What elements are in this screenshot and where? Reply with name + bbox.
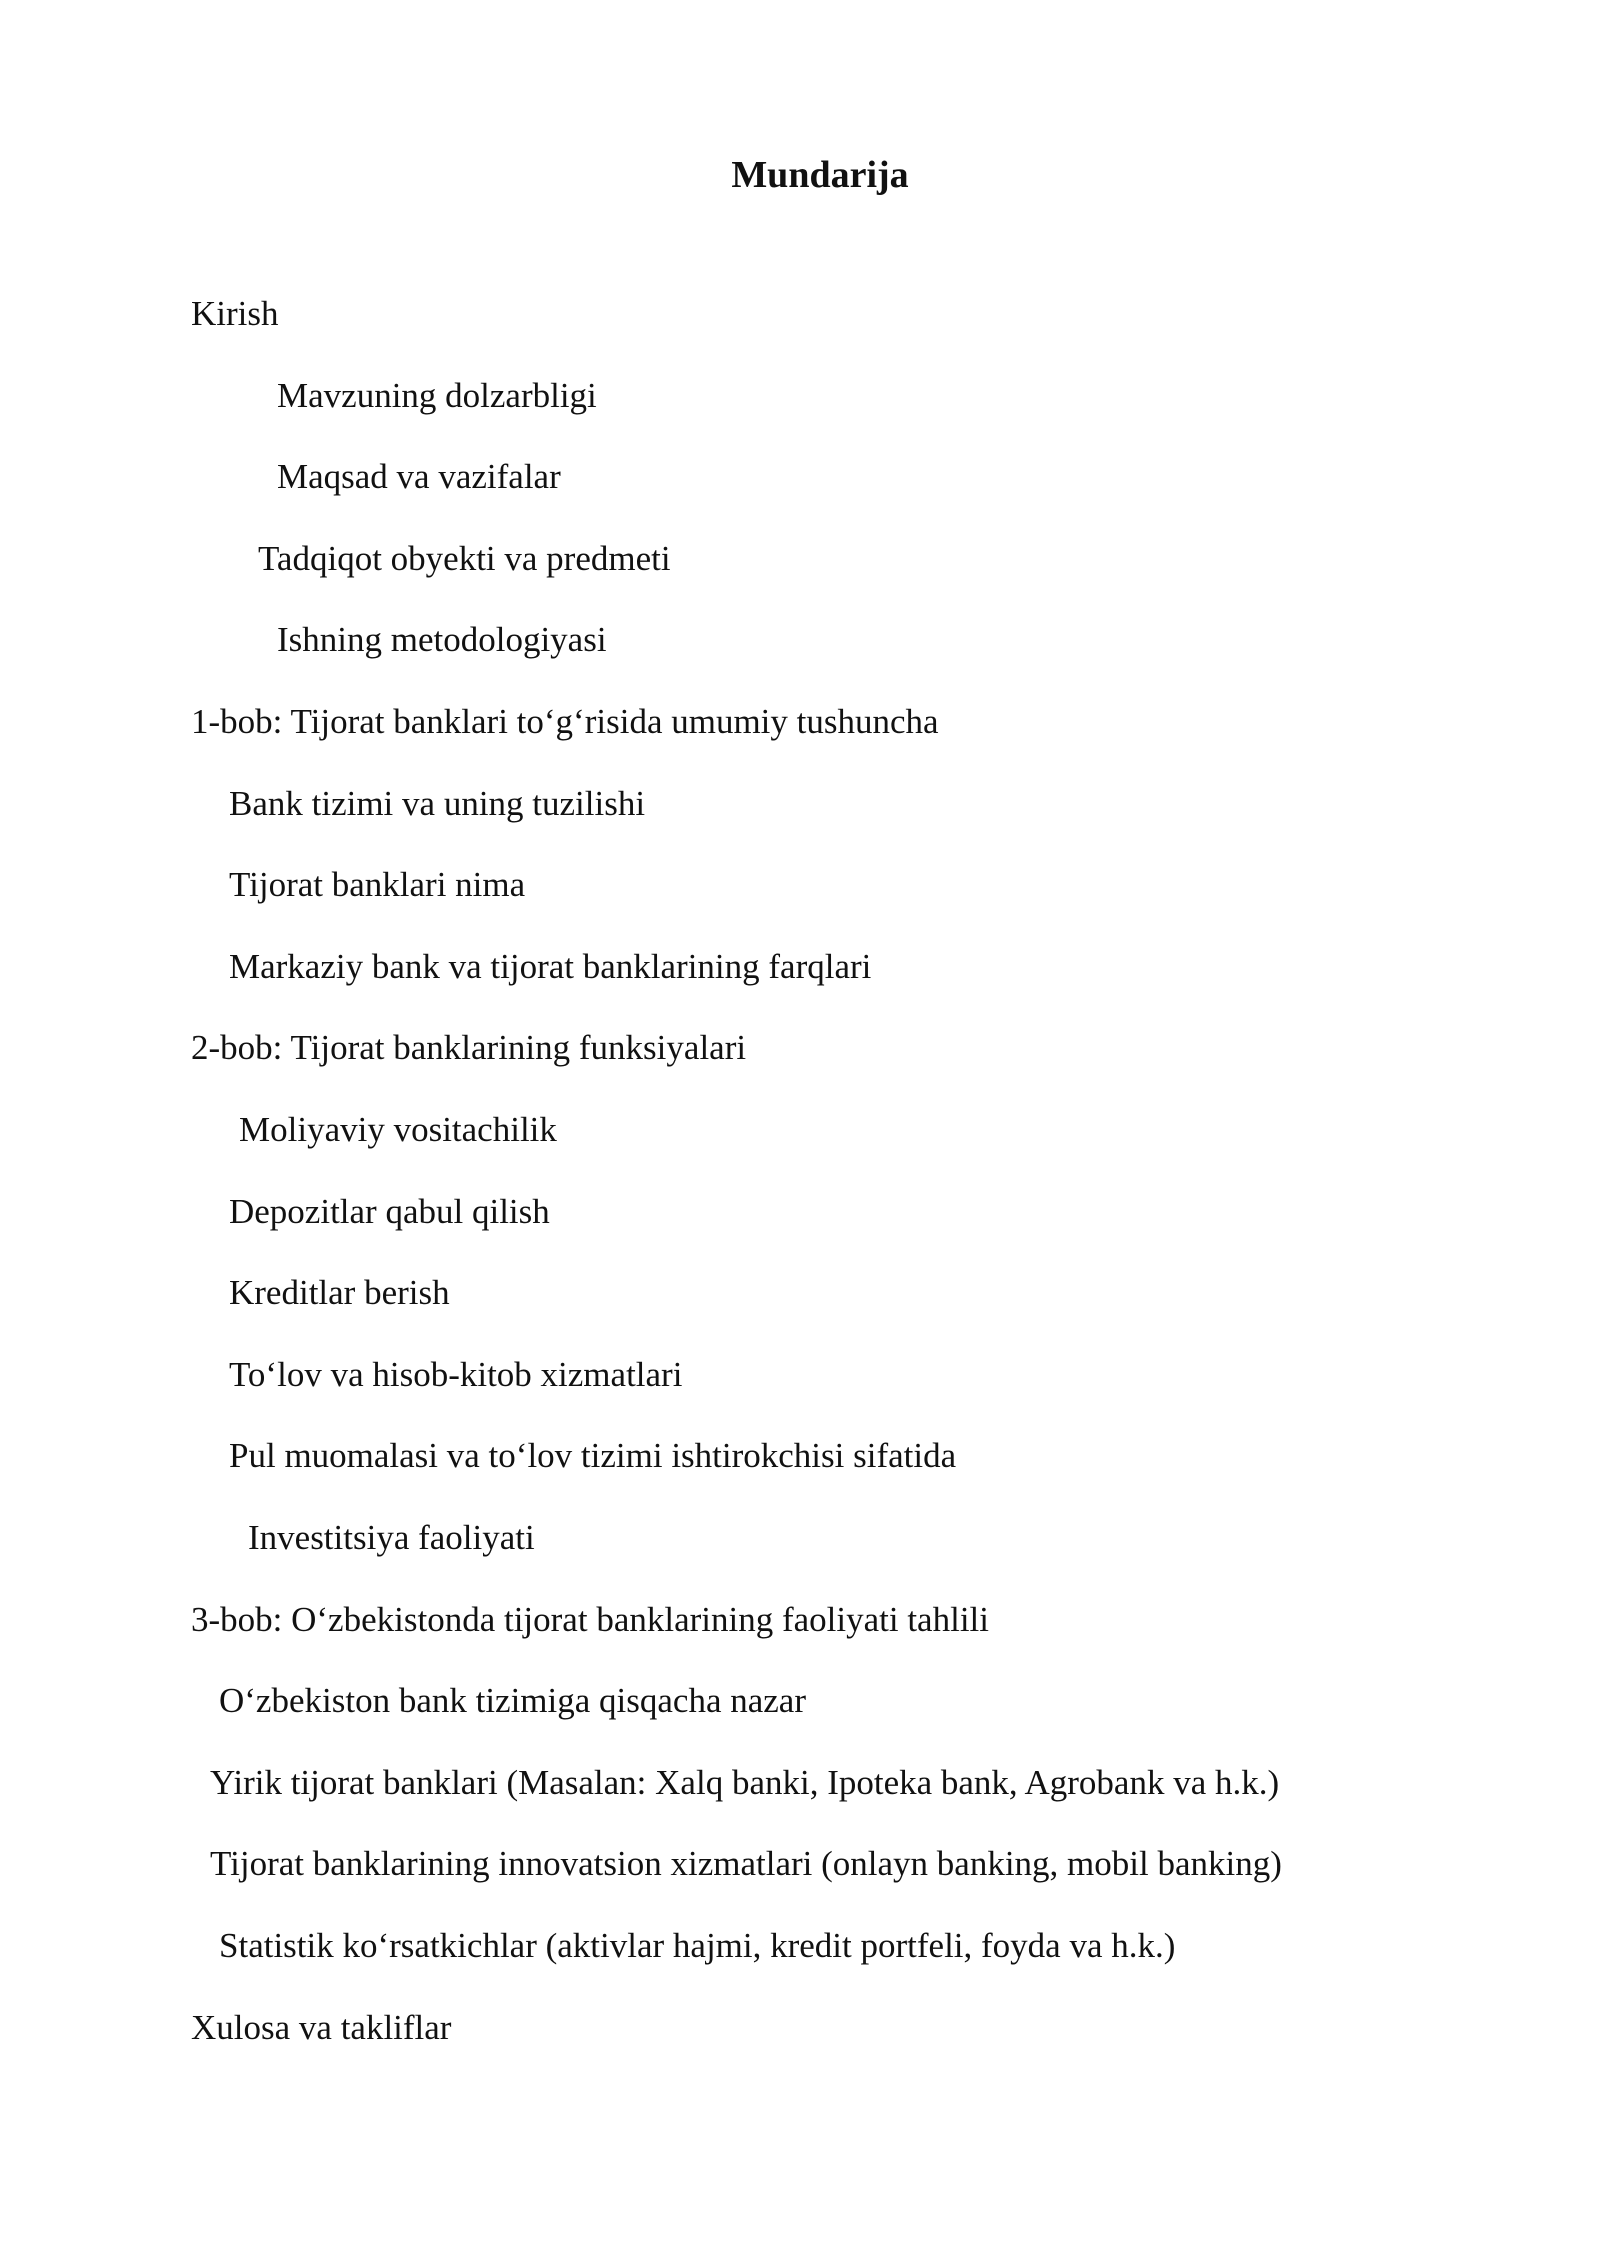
toc-entry-mavzuning-dolzarbligi: Mavzuning dolzarbligi — [277, 376, 597, 415]
toc-entry-yirik-banklar: Yirik tijorat banklari (Masalan: Xalq banki, Ipoteka bank, Agrobank va h.k.) — [210, 1763, 1280, 1802]
toc-entry-markaziy-bank: Markaziy bank va tijorat banklarining farqlari — [229, 947, 872, 986]
toc-entry-depozitlar: Depozitlar qabul qilish — [229, 1192, 550, 1231]
toc-entry-xulosa: Xulosa va takliflar — [191, 2008, 452, 2047]
toc-entry-tijorat-banklari-nima: Tijorat banklari nima — [229, 865, 526, 904]
toc-entry-chapter-3: 3-bob: O‘zbekistonda tijorat banklarining faoliyati tahlili — [191, 1600, 989, 1639]
toc-entry-kreditlar: Kreditlar berish — [229, 1273, 450, 1312]
toc-entry-tadqiqot-obyekti: Tadqiqot obyekti va predmeti — [258, 539, 671, 578]
toc-entry-ishning-metodologiyasi: Ishning metodologiyasi — [277, 620, 607, 659]
toc-entry-moliyaviy-vositachilik: Moliyaviy vositachilik — [239, 1110, 557, 1149]
toc-entry-investitsiya: Investitsiya faoliyati — [248, 1518, 535, 1557]
page-title: Mundarija — [731, 154, 909, 196]
toc-entry-tolov-xizmatlari: To‘lov va hisob-kitob xizmatlari — [229, 1355, 683, 1394]
toc-entry-innovatsion-xizmatlar: Tijorat banklarining innovatsion xizmatlari (onlayn banking, mobil banking) — [210, 1844, 1282, 1883]
toc-entry-maqsad-va-vazifalar: Maqsad va vazifalar — [277, 457, 561, 496]
toc-entry-chapter-2: 2-bob: Tijorat banklarining funksiyalari — [191, 1028, 747, 1067]
toc-entry-chapter-1: 1-bob: Tijorat banklari to‘g‘risida umumiy tushuncha — [191, 702, 939, 741]
toc-entry-bank-tizimi: Bank tizimi va uning tuzilishi — [229, 784, 646, 823]
toc-entry-statistik-korsatkichlar: Statistik ko‘rsatkichlar (aktivlar hajmi, kredit portfeli, foyda va h.k.) — [219, 1926, 1176, 1965]
toc-entry-kirish: Kirish — [191, 294, 279, 333]
toc-entry-bank-tizimiga-nazar: O‘zbekiston bank tizimiga qisqacha nazar — [219, 1681, 807, 1720]
toc-entry-pul-muomalasi: Pul muomalasi va to‘lov tizimi ishtirokchisi sifatida — [229, 1436, 957, 1475]
